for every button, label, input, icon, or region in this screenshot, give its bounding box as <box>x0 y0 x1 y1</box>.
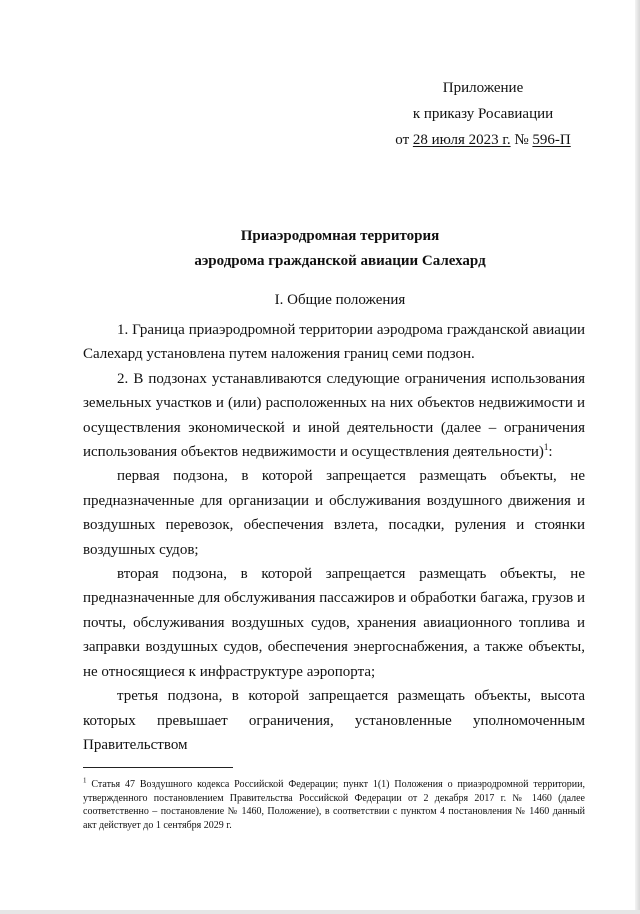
footnote-divider <box>83 767 233 768</box>
footnote-marker: 1 <box>83 776 87 785</box>
document-body <box>83 318 585 757</box>
date-prefix: от <box>395 132 413 148</box>
footnote <box>83 778 585 832</box>
scan-edge-right <box>635 0 640 914</box>
order-date-number <box>380 127 586 153</box>
order-reference: к приказу Росавиации <box>412 106 554 122</box>
paragraph-second-subzone: вторая подзона, в которой запрещается размещать объекты, не предназначенные для обслуживания пассажиров и обработки багажа, грузов и почты, обслуживания воздушных судов, хранения авиационного топлива и заправки воздушных судов, обеспечения энергоснабжения, а также объекты, не относящиеся к инфраструктуре аэропорта; <box>83 566 585 680</box>
number-sign: № <box>510 132 533 148</box>
approval-block <box>380 75 586 153</box>
paragraph-third-subzone: третья подзона, в которой запрещается размещать объекты, высота которых превышает ограничения, установленные уполномоченным Правительством <box>83 688 585 753</box>
title-line-2: аэродрома гражданской авиации Салехард <box>194 253 486 269</box>
scan-edge-bottom <box>0 910 640 914</box>
paragraph-first-subzone: первая подзона, в которой запрещается размещать объекты, не предназначенные для организации и обслуживания воздушного движения и воздушных перевозок, обеспечения взлета, посадки, руления и стоянки воздушных судов; <box>83 468 585 558</box>
paragraph-2-tail: : <box>548 444 553 461</box>
title-line-1: Приаэродромная территория <box>240 228 440 244</box>
paragraph-2-text: 2. В подзонах устанавливаются следующие ограничения использования земельных участков и (или) расположенных на них объектов недвижимости и осуществления экономической и иной деятельности (далее – ограничения использования объектов недвижимости и осуществления деятельности) <box>83 370 585 461</box>
paragraph-2 <box>83 367 585 465</box>
section-heading: I. Общие положения <box>274 292 406 308</box>
footnote-ref: 1 <box>543 442 549 453</box>
order-number: 596-П <box>532 132 571 148</box>
appendix-label: Приложение <box>442 80 524 96</box>
footnote-text: Статья 47 Воздушного кодекса Российской Федерации; пункт 1(1) Положения о приаэродромной территории, утвержденного постановлением Правительства Российской Федерации от 2 декабря 2017 г. № 1460 (далее соответственно – постановление № 1460, Положение), в соответствии с пунктом 4 постановления № 1460 данный акт действует до 1 сентября 2029 г. <box>83 779 585 831</box>
document-title <box>60 224 620 274</box>
paragraph-1: 1. Граница приаэродромной территории аэродрома гражданской авиации Салехард установлена путем наложения границ семи подзон. <box>83 322 585 363</box>
order-date: 28 июля 2023 г. <box>412 132 511 148</box>
